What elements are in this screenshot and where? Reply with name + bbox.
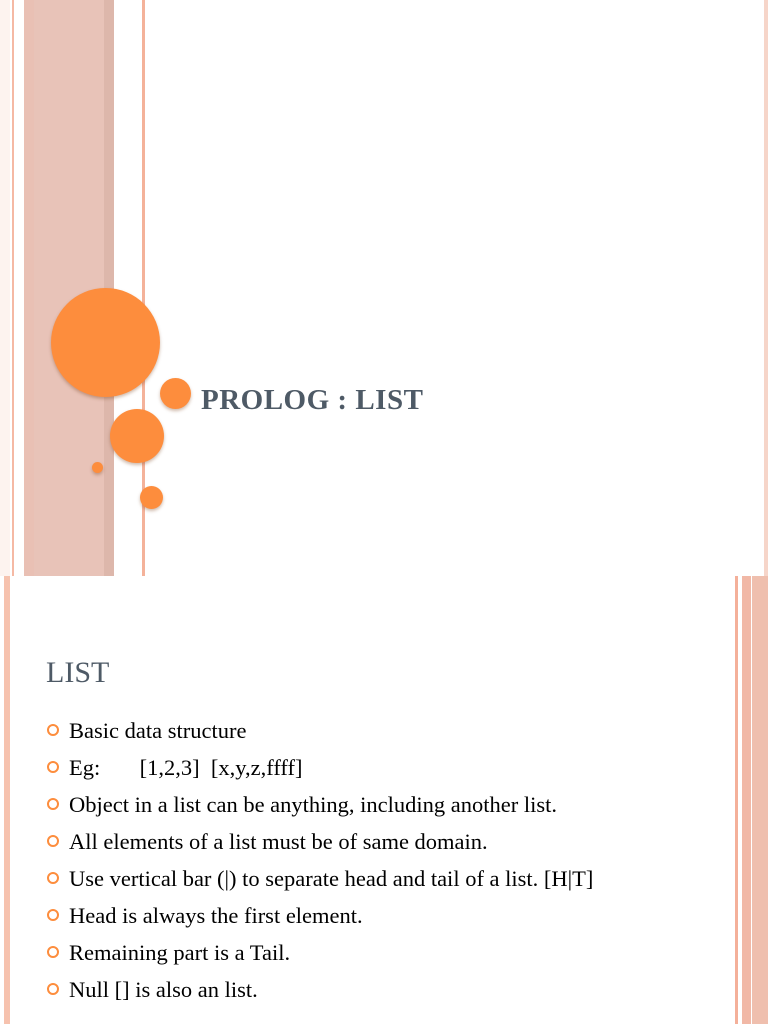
bullet-text: Head is always the first element. — [69, 903, 363, 928]
list-item — [46, 975, 656, 1005]
hollow-circle-bullet-icon — [47, 835, 59, 847]
list-item — [46, 864, 656, 894]
decorative-circle — [140, 486, 163, 509]
bullet-text: Object in a list can be anything, including another list. — [69, 792, 558, 817]
hollow-circle-bullet-icon — [47, 724, 59, 736]
slide-edge — [764, 0, 768, 576]
decorative-stripe — [34, 0, 104, 576]
decorative-circle — [160, 378, 191, 409]
list-item — [46, 938, 656, 968]
hollow-circle-bullet-icon — [47, 761, 59, 773]
bullet-text: Null [] is also an list. — [69, 977, 258, 1002]
content-slide — [0, 576, 768, 1024]
decorative-stripe — [742, 576, 751, 1024]
decorative-stripe — [12, 0, 14, 576]
decorative-circle — [51, 288, 160, 397]
hollow-circle-bullet-icon — [47, 983, 59, 995]
bullet-text: Eg: [1,2,3] [x,y,z,ffff] — [69, 755, 303, 780]
list-item — [46, 827, 656, 857]
list-item — [46, 790, 656, 820]
slide-heading: LIST — [46, 656, 110, 689]
decorative-stripe — [752, 576, 768, 1024]
hollow-circle-bullet-icon — [47, 909, 59, 921]
decorative-stripe — [735, 576, 738, 1024]
list-item — [46, 716, 656, 746]
hollow-circle-bullet-icon — [47, 946, 59, 958]
decorative-circle — [110, 409, 164, 463]
bullet-text: All elements of a list must be of same domain. — [69, 829, 488, 854]
bullet-text: Use vertical bar (|) to separate head and tail of a list. [H|T] — [69, 866, 594, 891]
slide-edge — [0, 0, 10, 576]
list-item — [46, 753, 656, 783]
bullet-text: Basic data structure — [69, 718, 247, 743]
decorative-stripe — [24, 0, 34, 576]
bullet-text: Remaining part is a Tail. — [69, 940, 291, 965]
decorative-circle — [92, 462, 103, 473]
bullet-list — [46, 716, 656, 1012]
hollow-circle-bullet-icon — [47, 872, 59, 884]
slide-title: PROLOG : LIST — [201, 384, 424, 416]
decorative-stripe — [4, 576, 10, 1024]
hollow-circle-bullet-icon — [47, 798, 59, 810]
list-item — [46, 901, 656, 931]
